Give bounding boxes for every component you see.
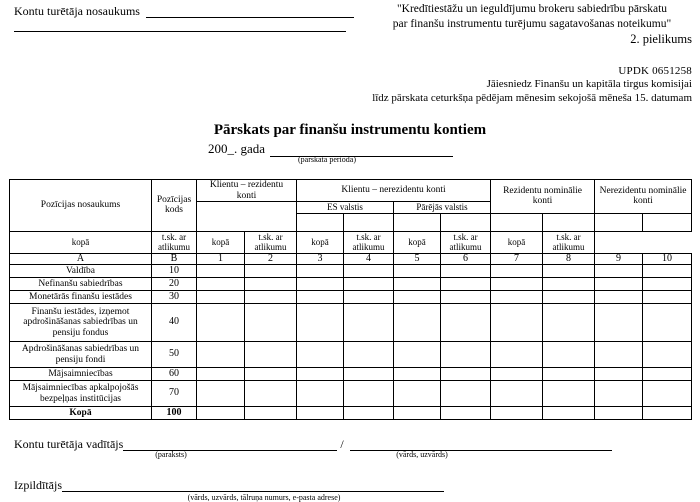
header-es-balance-spacer xyxy=(344,213,394,231)
signature-captions-row xyxy=(14,451,690,462)
index-8: 8 xyxy=(543,253,595,265)
deadline-text: līdz pārskata ceturkšņa pēdējam mēnesim sekojošā mēneša 15. datumam xyxy=(372,91,692,104)
index-6: 6 xyxy=(441,253,491,265)
cell-8[interactable] xyxy=(543,278,595,291)
table-row xyxy=(10,342,692,368)
subheader-nonresnom-total: kopā xyxy=(491,231,543,253)
row-name: Mājsaimniecības xyxy=(10,368,152,381)
row-name: Monetārās finanšu iestādes xyxy=(10,291,152,304)
table-row xyxy=(10,278,692,291)
regulation-reference-block xyxy=(372,2,692,105)
cell-2[interactable] xyxy=(245,342,297,368)
cell-3[interactable] xyxy=(297,381,344,407)
cell-3[interactable] xyxy=(297,278,344,291)
row-code: 20 xyxy=(152,278,197,291)
subheader-resident-total: kopā xyxy=(10,231,152,253)
row-code: 100 xyxy=(152,407,197,420)
subheader-resident-balance-l1: t.sk. ar xyxy=(161,231,187,242)
period-year-label: 200_. gada xyxy=(208,141,266,156)
index-1: 1 xyxy=(197,253,245,265)
period-caption: (pārskata perioda) xyxy=(298,155,356,164)
row-name: Apdrošināšanas sabiedrības un pensiju fondi xyxy=(10,342,152,368)
header-group-client-nonresident: Klientu – nerezidentu konti xyxy=(297,180,491,202)
executor-row xyxy=(14,479,690,492)
cell-7[interactable] xyxy=(491,342,543,368)
account-holder-input-line-2[interactable] xyxy=(14,30,346,32)
regulation-title-line-2: par finanšu instrumentu turējumu sagatavošanas noteikumu" xyxy=(392,17,672,30)
header-es-total-spacer xyxy=(297,213,344,231)
cell-2[interactable] xyxy=(245,304,297,342)
cell-1[interactable] xyxy=(197,304,245,342)
header-group-nonresident-nominal: Nerezidentu nominālie konti xyxy=(595,180,692,214)
cell-5[interactable] xyxy=(394,265,441,278)
index-5: 5 xyxy=(394,253,441,265)
executor-label: Izpildītājs xyxy=(14,478,62,492)
executor-input-line[interactable] xyxy=(62,479,444,492)
cell-8[interactable] xyxy=(543,291,595,304)
cell-3[interactable] xyxy=(297,265,344,278)
cell-7[interactable] xyxy=(491,291,543,304)
cell-3[interactable] xyxy=(297,368,344,381)
header-position-name: Pozīcijas nosaukums xyxy=(10,180,152,232)
subheader-es-balance-l1: t.sk. ar xyxy=(258,231,283,242)
index-a: A xyxy=(10,253,152,265)
cell-8[interactable] xyxy=(543,368,595,381)
cell-4[interactable] xyxy=(344,368,394,381)
subheader-es-balance xyxy=(245,231,297,253)
index-9: 9 xyxy=(595,253,643,265)
row-name: Nefinanšu sabiedrības xyxy=(10,278,152,291)
cell-10[interactable] xyxy=(643,368,692,381)
signature-block xyxy=(14,438,690,502)
header-position-code: Pozīcijas kods xyxy=(152,180,197,232)
index-4: 4 xyxy=(344,253,394,265)
cell-8[interactable] xyxy=(543,342,595,368)
subheader-other-total: kopā xyxy=(297,231,344,253)
cell-10[interactable] xyxy=(643,278,692,291)
cell-5[interactable] xyxy=(394,407,441,420)
cell-10[interactable] xyxy=(643,342,692,368)
cell-4[interactable] xyxy=(344,342,394,368)
caption-executor: (vārds, uzvārds, tālruņa numurs, e-pasta adrese) xyxy=(187,493,341,502)
cell-2[interactable] xyxy=(245,368,297,381)
subheader-resident-balance-l2: atlikumu xyxy=(158,242,190,252)
table-row xyxy=(10,381,692,407)
cell-10[interactable] xyxy=(643,407,692,420)
subheader-nonresnom-balance-l1: t.sk. ar xyxy=(556,231,581,242)
header-other-balance-spacer xyxy=(441,213,491,231)
manager-signature-row xyxy=(14,438,690,451)
header-sub-es-states: ES valstis xyxy=(297,202,394,214)
table-row xyxy=(10,304,692,342)
header-sub-other-states: Pārējās valstis xyxy=(394,202,491,214)
cell-8[interactable] xyxy=(543,381,595,407)
cell-8[interactable] xyxy=(543,265,595,278)
appendix-number: 2. pielikums xyxy=(630,32,692,46)
cell-5[interactable] xyxy=(394,304,441,342)
manager-label: Kontu turētāja vadītājs xyxy=(14,437,124,451)
cell-6[interactable] xyxy=(441,278,491,291)
cell-2[interactable] xyxy=(245,278,297,291)
row-code: 40 xyxy=(152,304,197,342)
table-header-row-groups xyxy=(10,180,692,202)
cell-7[interactable] xyxy=(491,304,543,342)
cell-5[interactable] xyxy=(394,368,441,381)
caption-signature: (paraksts) xyxy=(155,450,187,459)
subheader-other-balance xyxy=(344,231,394,253)
cell-1[interactable] xyxy=(197,407,245,420)
row-code: 70 xyxy=(152,381,197,407)
header-other-total-spacer xyxy=(394,213,441,231)
subheader-nonresnom-balance xyxy=(543,231,595,253)
subheader-es-total: kopā xyxy=(197,231,245,253)
subheader-resnom-balance-l1: t.sk. ar xyxy=(453,231,478,242)
subheader-other-balance-l2: atlikumu xyxy=(352,242,385,252)
cell-2[interactable] xyxy=(245,291,297,304)
cell-7[interactable] xyxy=(491,368,543,381)
submit-to-text: Jāiesniedz Finanšu un kapitāla tirgus komisijai xyxy=(486,78,692,90)
cell-10[interactable] xyxy=(643,265,692,278)
account-holder-label: Kontu turētāja nosaukums xyxy=(14,4,140,18)
cell-9[interactable] xyxy=(595,368,643,381)
regulation-title-line-1: "Kredītiestāžu un ieguldījumu brokeru sabiedrību pārskatu xyxy=(396,3,668,15)
row-code: 30 xyxy=(152,291,197,304)
cell-2[interactable] xyxy=(245,265,297,278)
header-nonresnom-balance-spacer xyxy=(643,213,692,231)
page-title: Pārskats par finanšu instrumentu kontiem xyxy=(213,122,487,138)
cell-10[interactable] xyxy=(643,381,692,407)
row-name: Finanšu iestādes, izņemot apdrošināšanas sabiedrības un pensiju fondus xyxy=(10,304,152,342)
cell-9[interactable] xyxy=(595,304,643,342)
cell-3[interactable] xyxy=(297,407,344,420)
cell-8[interactable] xyxy=(543,304,595,342)
cell-8[interactable] xyxy=(543,407,595,420)
account-holder-input-line[interactable] xyxy=(146,6,354,18)
cell-4[interactable] xyxy=(344,381,394,407)
header-resnom-balance-spacer xyxy=(543,213,595,231)
cell-6[interactable] xyxy=(441,342,491,368)
account-holder-row xyxy=(14,4,354,18)
index-10: 10 xyxy=(643,253,692,265)
cell-6[interactable] xyxy=(441,265,491,278)
index-7: 7 xyxy=(491,253,543,265)
cell-1[interactable] xyxy=(197,291,245,304)
cell-6[interactable] xyxy=(441,368,491,381)
index-2: 2 xyxy=(245,253,297,265)
row-name: Valdība xyxy=(10,265,152,278)
cell-5[interactable] xyxy=(394,381,441,407)
cell-7[interactable] xyxy=(491,407,543,420)
subheader-other-balance-l1: t.sk. ar xyxy=(356,231,381,242)
updk-code: UPDK 0651258 xyxy=(618,64,692,77)
caption-name: (vārds, uzvārds) xyxy=(396,450,448,459)
header-resnom-total-spacer xyxy=(491,213,543,231)
row-code: 60 xyxy=(152,368,197,381)
cell-4[interactable] xyxy=(344,291,394,304)
index-3: 3 xyxy=(297,253,344,265)
subheader-resident-balance xyxy=(152,231,197,253)
table-row-total xyxy=(10,407,692,420)
cell-6[interactable] xyxy=(441,407,491,420)
cell-9[interactable] xyxy=(595,278,643,291)
cell-2[interactable] xyxy=(245,407,297,420)
cell-3[interactable] xyxy=(297,342,344,368)
cell-1[interactable] xyxy=(197,278,245,291)
table-row xyxy=(10,368,692,381)
index-b: B xyxy=(152,253,197,265)
cell-6[interactable] xyxy=(441,304,491,342)
cell-7[interactable] xyxy=(491,381,543,407)
cell-1[interactable] xyxy=(197,381,245,407)
cell-5[interactable] xyxy=(394,291,441,304)
cell-3[interactable] xyxy=(297,291,344,304)
cell-9[interactable] xyxy=(595,407,643,420)
header-group-resident-nominal: Rezidentu nominālie konti xyxy=(491,180,595,214)
cell-5[interactable] xyxy=(394,278,441,291)
account-holder-block xyxy=(14,4,354,32)
cell-3[interactable] xyxy=(297,304,344,342)
financial-instruments-accounts-table xyxy=(9,179,692,420)
header-sub-empty-resident xyxy=(197,202,297,232)
submission-info-block xyxy=(372,65,692,106)
header-nonresnom-total-spacer xyxy=(595,213,643,231)
cell-4[interactable] xyxy=(344,304,394,342)
cell-10[interactable] xyxy=(643,291,692,304)
row-name: Mājsaimniecības apkalpojošās bezpeļņas institūcijas xyxy=(10,381,152,407)
cell-4[interactable] xyxy=(344,265,394,278)
cell-9[interactable] xyxy=(595,291,643,304)
cell-1[interactable] xyxy=(197,368,245,381)
row-name: Kopā xyxy=(10,407,152,420)
subheader-resnom-balance xyxy=(441,231,491,253)
subheader-es-balance-l2: atlikumu xyxy=(254,242,287,252)
cell-7[interactable] xyxy=(491,265,543,278)
table-header-row-subcols xyxy=(10,231,692,253)
table-column-index-row xyxy=(10,253,692,265)
cell-1[interactable] xyxy=(197,265,245,278)
cell-7[interactable] xyxy=(491,278,543,291)
cell-9[interactable] xyxy=(595,381,643,407)
row-code: 50 xyxy=(152,342,197,368)
subheader-resnom-total: kopā xyxy=(394,231,441,253)
cell-9[interactable] xyxy=(595,342,643,368)
cell-6[interactable] xyxy=(441,381,491,407)
cell-6[interactable] xyxy=(441,291,491,304)
row-code: 10 xyxy=(152,265,197,278)
subheader-nonresnom-balance-l2: atlikumu xyxy=(552,242,585,252)
table-row xyxy=(10,265,692,278)
cell-5[interactable] xyxy=(394,342,441,368)
cell-10[interactable] xyxy=(643,304,692,342)
separator-slash: / xyxy=(340,437,344,451)
header-group-client-resident: Klientu – rezidentu konti xyxy=(197,180,297,202)
cell-4[interactable] xyxy=(344,278,394,291)
cell-9[interactable] xyxy=(595,265,643,278)
subheader-resnom-balance-l2: atlikumu xyxy=(449,242,482,252)
table-row xyxy=(10,291,692,304)
cell-2[interactable] xyxy=(245,381,297,407)
cell-1[interactable] xyxy=(197,342,245,368)
cell-4[interactable] xyxy=(344,407,394,420)
